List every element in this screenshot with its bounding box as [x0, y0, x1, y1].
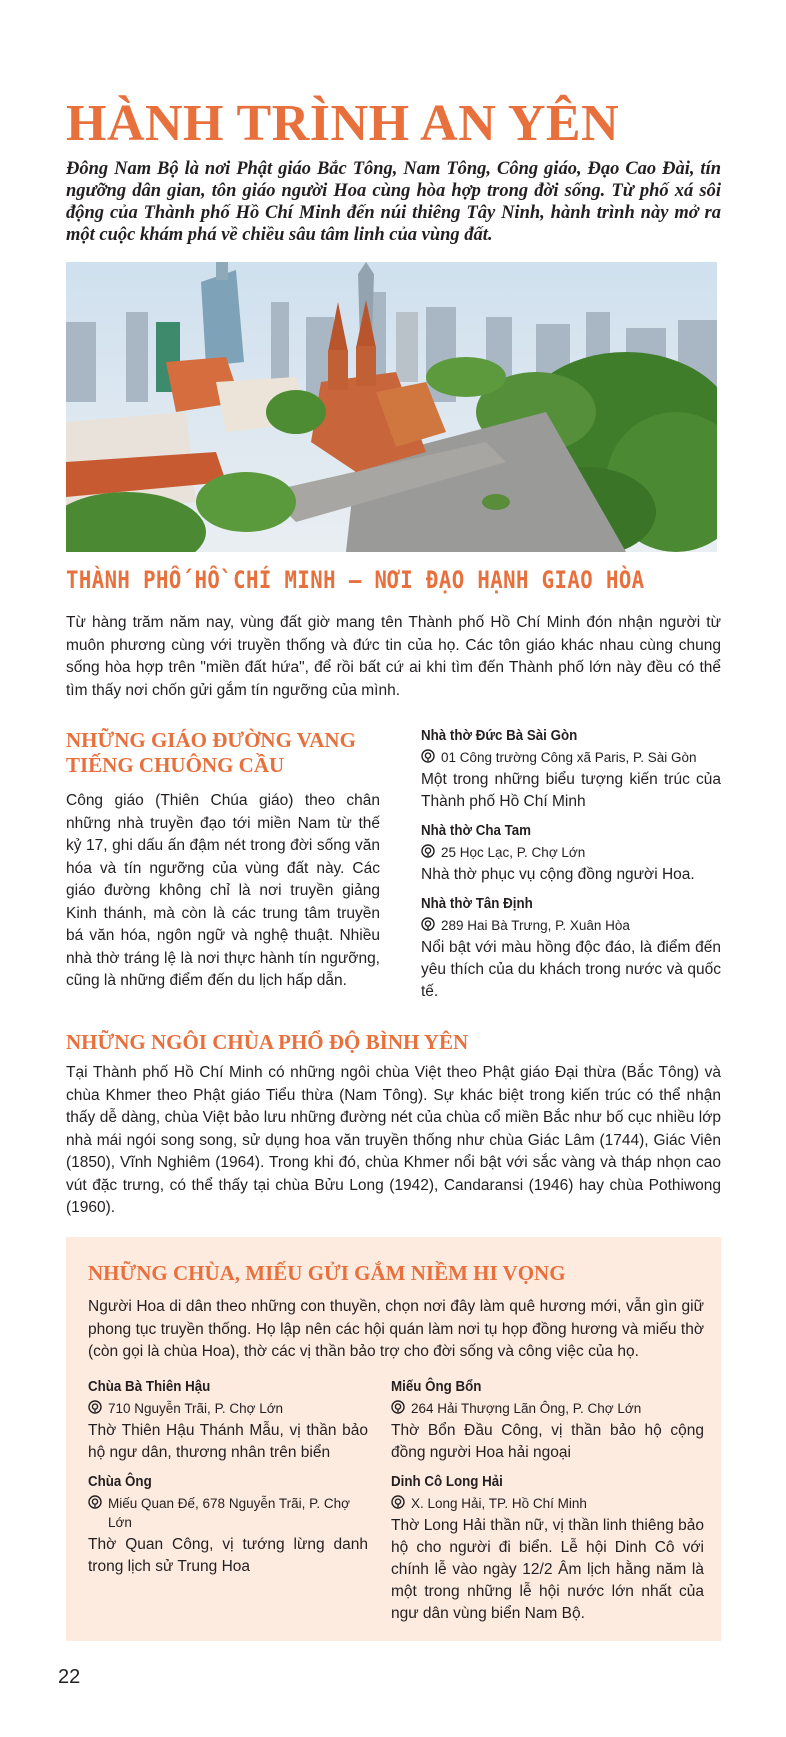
temple-address	[391, 1494, 704, 1513]
temple-name: Chùa Bà Thiên Hậu	[88, 1379, 211, 1395]
saigon-aerial-photo	[66, 262, 717, 552]
church-name: Nhà thờ Cha Tam	[421, 823, 532, 839]
location-pin-icon	[391, 1495, 405, 1511]
church-item	[421, 894, 721, 1003]
church-address-text: 289 Hai Bà Trưng, P. Xuân Hòa	[441, 918, 630, 933]
temple-description: Thờ Long Hải thần nữ, vị thần linh thiêng bảo hộ cho người đi biển. Lễ hội Dinh Cô với chính lễ vào ngày 12/2 Âm lịch hằng năm là một trong những lễ hội nước lớn nhất của ngư dân vùng biển Nam Bộ.	[391, 1517, 704, 1622]
pagodas-title: NHỮNG NGÔI CHÙA PHỔ ĐỘ BÌNH YÊN	[66, 1030, 469, 1054]
temple-address-text: 710 Nguyễn Trãi, P. Chợ Lớn	[108, 1401, 284, 1416]
temple-item	[391, 1472, 704, 1625]
location-pin-icon	[421, 844, 435, 860]
temple-name: Dinh Cô Long Hải	[391, 1474, 503, 1490]
temple-address-text: 264 Hải Thượng Lãn Ông, P. Chợ Lớn	[411, 1401, 642, 1416]
temple-name: Chùa Ông	[88, 1474, 152, 1490]
hcm-section-title: THÀNH PHỐ HỒ CHÍ MINH – NƠI ĐẠO HẠNH GIAO HÒA	[66, 566, 645, 594]
church-name: Nhà thờ Tân Định	[421, 896, 533, 912]
churches-paragraph: Công giáo (Thiên Chúa giáo) theo chân những nhà truyền đạo tới miền Nam từ thế kỷ 17, ghi dấu ấn đậm nét trong đời sống văn hóa và tín ngưỡng của vùng đất này. Các giáo đường không chỉ là nơi truyền giảng Kinh thánh, mà còn là các trung tâm truyền bá văn hóa, ngôn ngữ và nghệ thuật. Nhiều nhà thờ tráng lệ là nơi thực hành tín ngưỡng, cũng là những điểm đến du lịch hấp dẫn.	[66, 792, 380, 989]
intro-paragraph: Đông Nam Bộ là nơi Phật giáo Bắc Tông, Nam Tông, Công giáo, Đạo Cao Đài, tín ngưỡng dân gian, tôn giáo người Hoa cùng hòa hợp trong đời sống. Từ phố xá sôi động của Thành phố Hồ Chí Minh đến núi thiêng Tây Ninh, hành trình này mở ra một cuộc khám phá về chiều sâu tâm linh của vùng đất.	[66, 159, 721, 245]
page-number: 22	[58, 1666, 81, 1688]
temple-name: Miếu Ông Bổn	[391, 1379, 482, 1395]
temple-item	[88, 1377, 368, 1464]
temple-item	[391, 1377, 704, 1464]
church-address-text: 01 Công trường Công xã Paris, P. Sài Gòn	[441, 750, 697, 765]
location-pin-icon	[88, 1400, 102, 1416]
temple-address	[88, 1494, 368, 1532]
churches-list	[421, 726, 721, 1011]
temple-description: Thờ Thiên Hậu Thánh Mẫu, vị thần bảo hộ ngư dân, thương nhân trên biển	[88, 1422, 368, 1461]
page-title: HÀNH TRÌNH AN YÊN	[66, 95, 620, 152]
church-address-text: 25 Học Lạc, P. Chợ Lớn	[441, 845, 586, 860]
hope-title: NHỮNG CHÙA, MIẾU GỬI GẮM NIỀM HI VỌNG	[88, 1261, 566, 1285]
church-description: Nhà thờ phục vụ cộng đồng người Hoa.	[421, 866, 695, 883]
hope-paragraph: Người Hoa di dân theo những con thuyền, chọn nơi đây làm quê hương mới, vẫn gìn giữ phong tục truyền thống. Họ lập nên các hội quán làm nơi tụ họp đồng hương và miếu thờ (còn gọi là chùa Hoa), thờ các vị thần bảo trợ cho đời sống và công việc của họ.	[88, 1298, 704, 1360]
church-description: Nổi bật với màu hồng độc đáo, là điểm đến yêu thích của du khách trong nước và quốc tế.	[421, 939, 721, 1000]
temples-right-column	[391, 1377, 704, 1633]
location-pin-icon	[421, 749, 435, 765]
church-address	[421, 916, 721, 935]
church-description: Một trong những biểu tượng kiến trúc của Thành phố Hồ Chí Minh	[421, 771, 721, 810]
church-item	[421, 726, 721, 813]
chinese-temples-box	[66, 1237, 721, 1641]
location-pin-icon	[391, 1400, 405, 1416]
temple-address-text: X. Long Hải, TP. Hồ Chí Minh	[411, 1496, 587, 1511]
temples-left-column	[88, 1377, 368, 1586]
temple-description: Thờ Bổn Đầu Công, vị thần bảo hộ cộng đồng người Hoa hải ngoại	[391, 1422, 704, 1461]
churches-title: NHỮNG GIÁO ĐƯỜNG VANG TIẾNG CHUÔNG CẦU	[66, 728, 356, 777]
temple-address	[88, 1399, 368, 1418]
temple-address	[391, 1399, 704, 1418]
churches-column	[66, 728, 380, 993]
pagodas-paragraph: Tại Thành phố Hồ Chí Minh có những ngôi chùa Việt theo Phật giáo Đại thừa (Bắc Tông) và chùa Khmer theo Phật giáo Tiểu thừa (Nam Tông). Sự khác biệt trong kiến trúc có thể nhận thấy dễ dàng, chùa Việt bảo lưu những đường nét của chùa cổ miền Bắc như bố cục nhiều lớp nhà mái ngói song song, sử dụng hoa văn truyền thống như chùa Giác Lâm (1744), Giác Viên (1850), Vĩnh Nghiêm (1964). Trong khi đó, chùa Khmer nổi bật với sắc vàng và tháp nhọn cao vút đặc trưng, có thể thấy tại chùa Bửu Long (1942), Candaransi (1946) hay chùa Pothiwong (1960).	[66, 1064, 721, 1216]
church-item	[421, 821, 721, 886]
location-pin-icon	[421, 917, 435, 933]
hcm-paragraph: Từ hàng trăm năm nay, vùng đất giờ mang tên Thành phố Hồ Chí Minh đón nhận người từ muôn phương cùng với truyền thống và đức tin của họ. Các tôn giáo khác nhau cùng chung sống hòa hợp trên "miền đất hứa", để rồi bất cứ ai khi tìm đến Thành phố lớn này đều có thể tìm thấy nơi chốn gửi gắm tín ngưỡng của mình.	[66, 614, 721, 699]
church-name: Nhà thờ Đức Bà Sài Gòn	[421, 728, 578, 744]
temple-item	[88, 1472, 368, 1578]
location-pin-icon	[88, 1495, 102, 1511]
temple-address-text: Miếu Quan Đế, 678 Nguyễn Trãi, P. Chợ Lớn	[108, 1496, 350, 1530]
church-address	[421, 748, 721, 767]
temple-description: Thờ Quan Công, vị tướng lừng danh trong lịch sử Trung Hoa	[88, 1536, 368, 1575]
church-address	[421, 843, 721, 862]
